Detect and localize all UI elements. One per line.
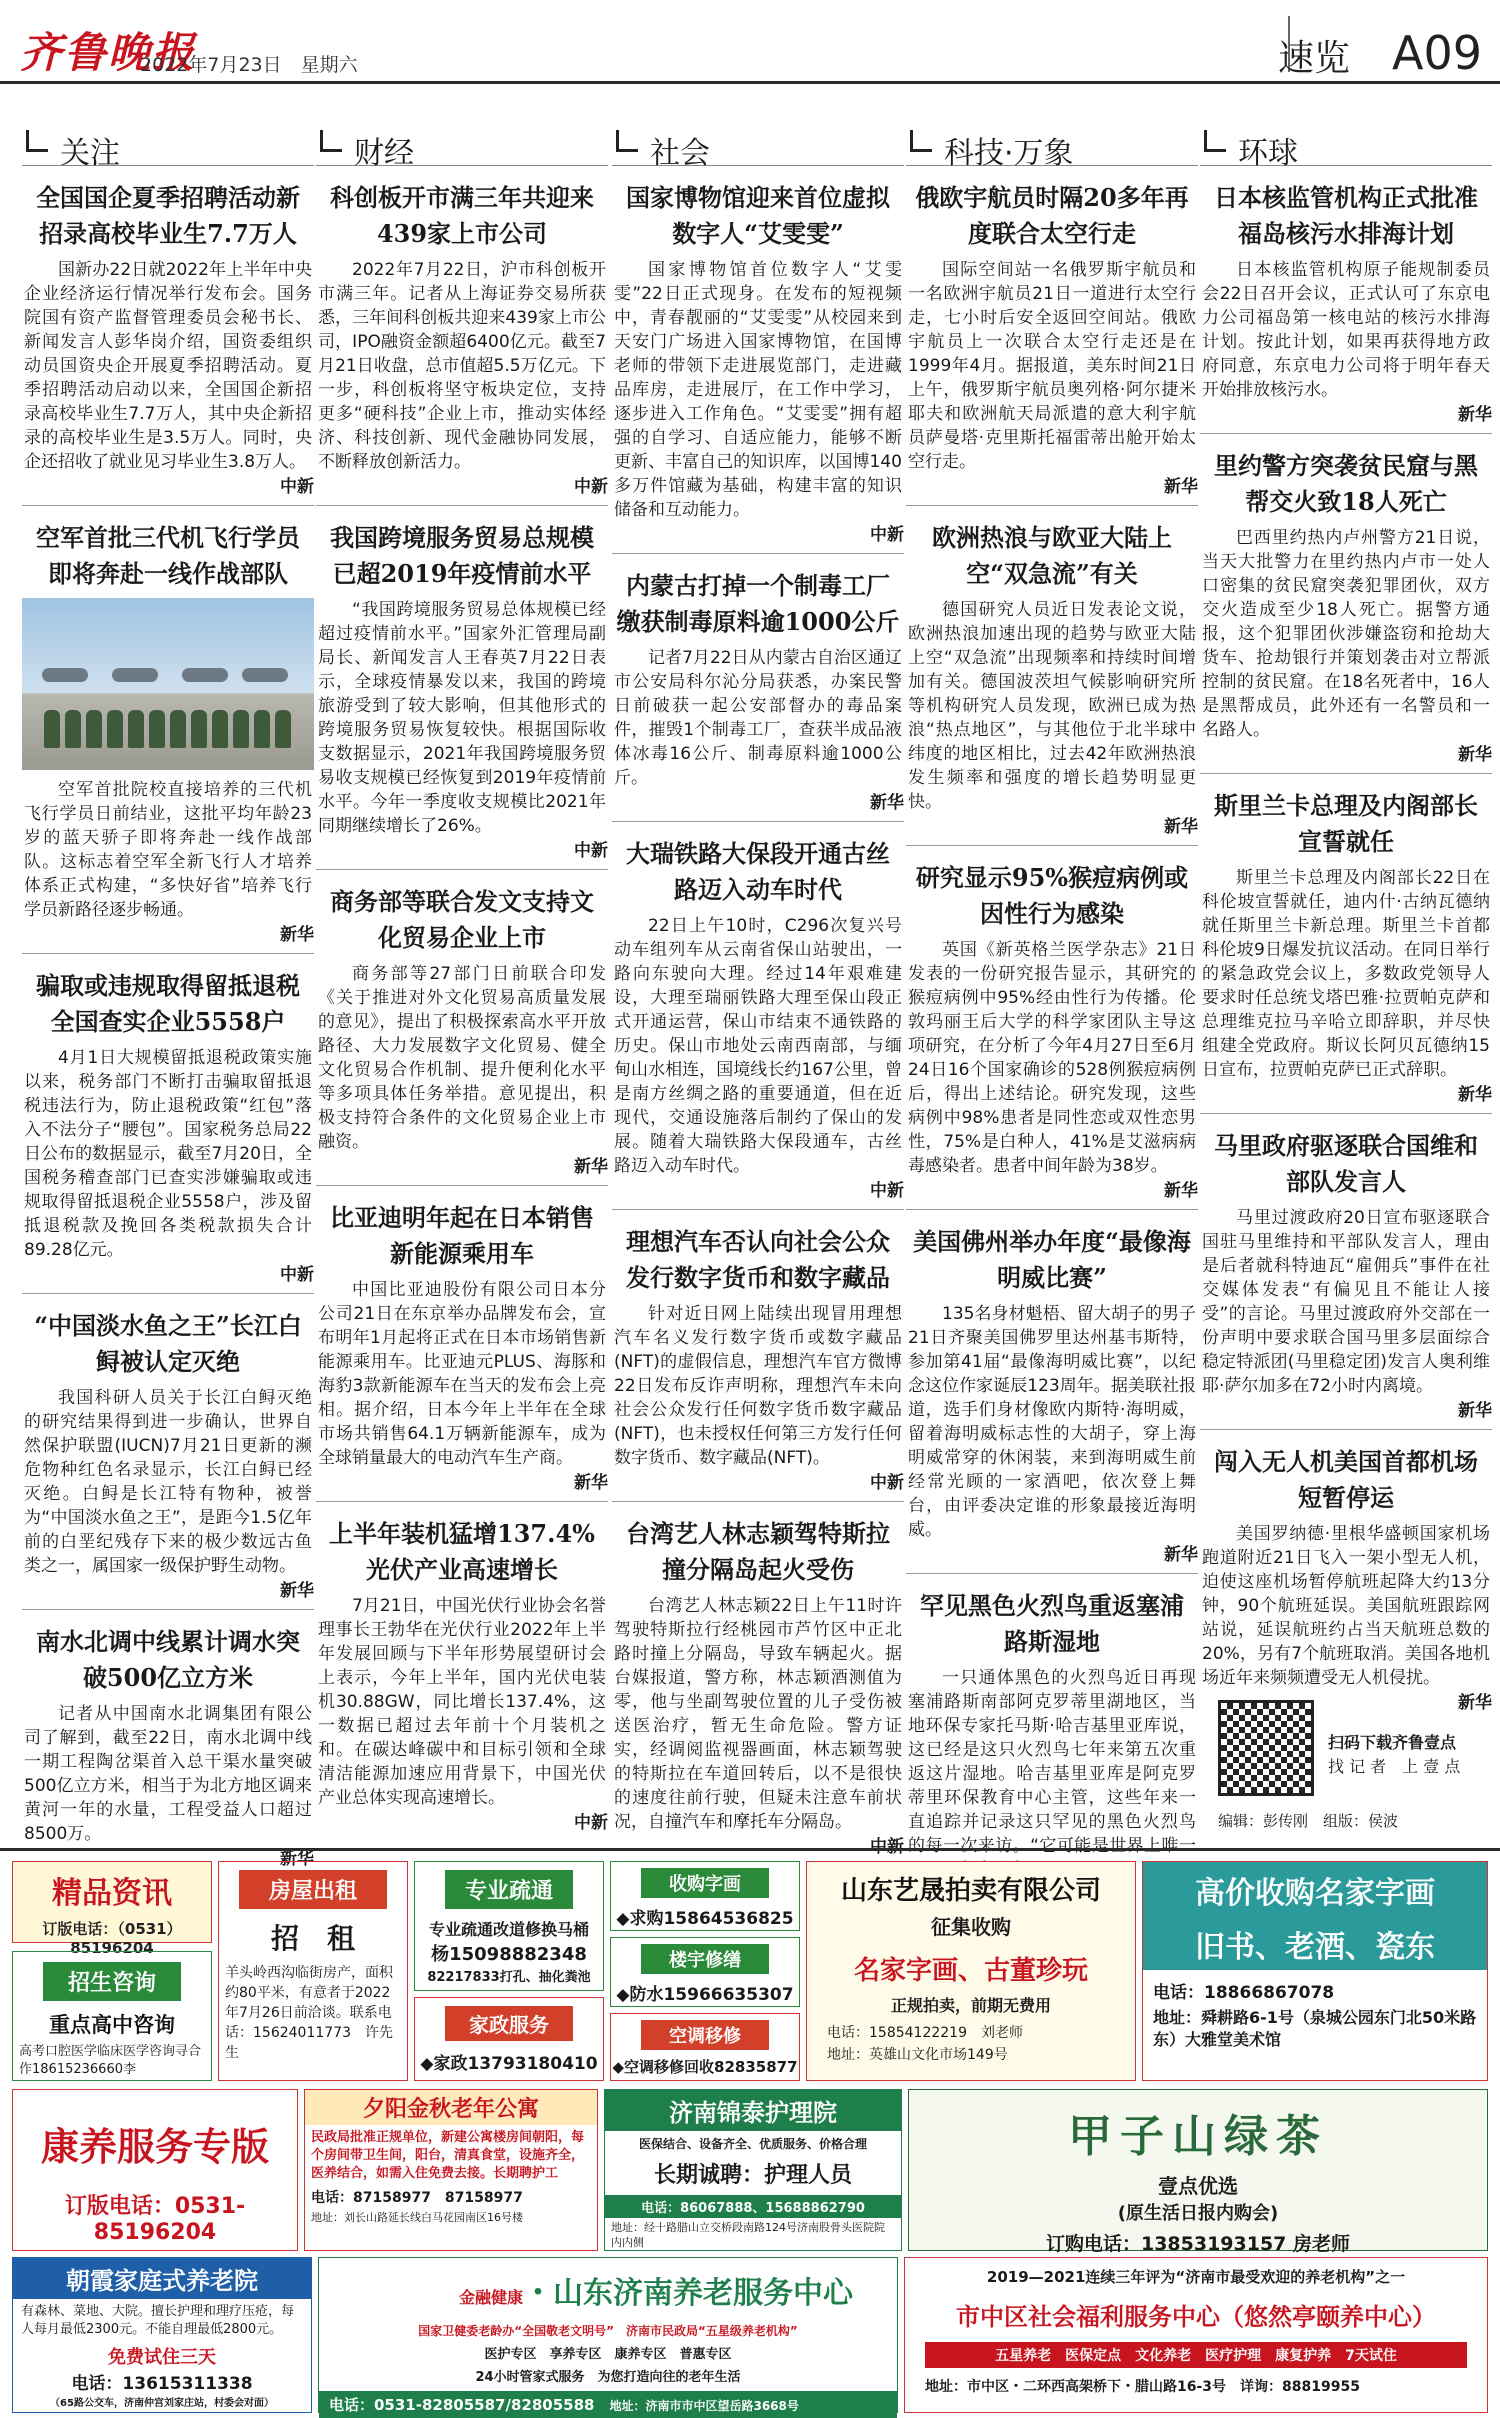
- masthead: [0, 0, 1500, 84]
- section-mark-icon: [26, 130, 48, 152]
- column-header: [612, 100, 904, 171]
- ad-jiazheng[interactable]: 家政服务 ◆家政13793180410: [414, 1997, 604, 2081]
- article-divider: [906, 1573, 1198, 1574]
- article[interactable]: [316, 884, 608, 1177]
- article[interactable]: [612, 568, 904, 813]
- article-body: 斯里兰卡总理及内阁部长22日在科伦坡宣誓就任，迪内什·古纳瓦德纳就任斯里兰卡新总理。斯里兰卡首都科伦坡9日爆发抗议活动。在同日举行的紧急政党会议上，多数政党领导人要求时任总统戈塔巴雅·拉贾帕克萨和总理维克拉马辛哈立即辞职，并尽快组建全党政府。斯议长阿贝瓦德纳15日宣布，拉贾帕克萨已正式辞职。: [1202, 868, 1490, 1080]
- ad-kongtiao[interactable]: 空调移修 ◆空调移修回收82835877: [610, 2013, 800, 2081]
- article-title: 全国国企夏季招聘活动新招录高校毕业生7.7万人: [36, 183, 300, 248]
- article-source: 新华: [1458, 1693, 1492, 1713]
- article-source: 中新: [870, 1181, 904, 1201]
- column-4: [906, 100, 1198, 1856]
- article-title: 马里政府驱逐联合国维和部队发言人: [1214, 1131, 1478, 1196]
- article-body: 针对近日网上陆续出现冒用理想汽车名义发行数字货币或数字藏品(NFT)的虚假信息，理想汽车官方微博22日发布反诈声明称，理想汽车未向社会公众发行任何数字货币数字藏品(NFT)，也未授权任何第三方发行任何数字货币、数字藏品(NFT)。: [614, 1304, 902, 1468]
- article-source: 中新: [574, 841, 608, 861]
- article-source: 中新: [574, 477, 608, 497]
- article-title: 欧洲热浪与欧亚大陆上空“双急流”有关: [932, 523, 1172, 588]
- article[interactable]: [316, 1200, 608, 1493]
- article-source: 新华: [1164, 477, 1198, 497]
- ad-jinan-center[interactable]: 金融健康・山东济南养老服务中心 国家卫健委老龄办“全国敬老文明号” 济南市民政局“五星级养老机构” 医护专区 享养专区 康养专区 普惠专区 24小时管家式服务 为您打造向往的老年生活 电话：0531-82805587/82805588 地址：济南市市中区望岳路3668号: [318, 2257, 898, 2413]
- page-number: A09: [1391, 26, 1482, 80]
- column-header: [1200, 100, 1492, 171]
- article-title: 罕见黑色火烈鸟重返塞浦路斯湿地: [920, 1591, 1184, 1656]
- article-title: 科创板开市满三年共迎来439家上市公司: [330, 183, 594, 248]
- article-source: 新华: [1458, 1401, 1492, 1421]
- article-source: 中新: [870, 1473, 904, 1493]
- article-body: 4月1日大规模留抵退税政策实施以来，税务部门不断打击骗取留抵退税违法行为，防止退税政策“红包”落入不法分子“腰包”。国家税务总局22日公布的数据显示，截至7月20日，全国税务稽查部门已查实涉嫌骗取或违规取得留抵退税企业5558户，涉及留抵退税款及挽回各类税款损失合计89.28亿元。: [24, 1048, 312, 1260]
- article[interactable]: [612, 1516, 904, 1857]
- article[interactable]: [1200, 788, 1492, 1105]
- article-source: 新华: [1164, 1545, 1198, 1565]
- article[interactable]: [906, 860, 1198, 1201]
- article-body: “我国跨境服务贸易总体规模已经超过疫情前水平。”国家外汇管理局副局长、新闻发言人王春英7月22日表示，全球疫情暴发以来，我国的跨境旅游受到了较大影响，但其他形式的跨境服务贸易恢复较快。根据国际收支数据显示，2021年我国跨境服务贸易收支规模已经恢复到2019年疫情前水平。今年一季度收支规模比2021年同期继续增长了26%。: [318, 600, 606, 836]
- article-divider: [316, 1185, 608, 1186]
- column-3: [612, 100, 904, 1857]
- article-divider: [22, 505, 314, 506]
- article-body: 中国比亚迪股份有限公司日本分公司21日在东京举办品牌发布会，宣布明年1月起将正式在日本市场销售新能源乘用车。比亚迪元PLUS、海豚和海豹3款新能源车在当天的发布会上亮相。据介绍，日本今年上半年在全球市场共销售64.1万辆新能源车，成为全球销量最大的电动汽车生产商。: [318, 1280, 606, 1468]
- column-1: [22, 100, 314, 1869]
- article-body: 商务部等27部门日前联合印发《关于推进对外文化贸易高质量发展的意见》，提出了积极探索高水平开放路径、大力发展数字文化贸易、健全文化贸易合作机制、提升便利化水平等多项具体任务举措。意见提出，积极支持符合条件的文化贸易企业上市融资。: [318, 964, 606, 1152]
- article-title: 空军首批三代机飞行学员即将奔赴一线作战部队: [36, 523, 300, 588]
- article-body: 美国罗纳德·里根华盛顿国家机场跑道附近21日飞入一架小型无人机，迫使这座机场暂停航班起降大约13分钟，90个航班延误。美国航班跟踪网站说，延误航班约占当天航班总数的20%，另有7个航班取消。美国各地机场近年来频频遭受无人机侵扰。: [1202, 1524, 1490, 1688]
- pilot-shape: [170, 710, 186, 748]
- column-2: [316, 100, 608, 1842]
- article-title: 研究显示95%猴痘病例或因性行为感染: [915, 863, 1189, 928]
- article-source: 中新: [280, 1265, 314, 1285]
- article-title: 我国跨境服务贸易总规模已超2019年疫情前水平: [330, 523, 594, 588]
- article-source: 新华: [574, 1473, 608, 1493]
- ad-kangyang[interactable]: 康养服务专版 订版电话：0531-85196204: [12, 2089, 298, 2251]
- article-title: 骗取或违规取得留抵退税全国查实企业5558户: [36, 971, 300, 1036]
- article[interactable]: [906, 1224, 1198, 1565]
- ad-zone: [0, 1848, 1500, 2414]
- article-source: 新华: [1458, 745, 1492, 765]
- article-title: 理想汽车否认向社会公众发行数字货币和数字藏品: [626, 1227, 890, 1292]
- article-body: 国家博物馆首位数字人“艾雯雯”22日正式现身。在发布的短视频中，青春靓丽的“艾雯雯”从校园来到天安门广场进入国家博物馆，在国博老师的带领下走进展览部门，走进藏品库房，走进展厅，在工作中学习，逐步进入工作角色。“艾雯雯”拥有超强的自学习、自适应能力，能够不断更新、丰富自己的知识库，以国博140多万件馆藏为基础，构建丰富的知识储备和互动能力。: [614, 260, 902, 520]
- column-5: [1200, 100, 1492, 1842]
- article-title: 闯入无人机美国首都机场短暂停运: [1214, 1447, 1478, 1512]
- article-body: 135名身材魁梧、留大胡子的男子21日齐聚美国佛罗里达州基韦斯特，参加第41届“最像海明威比赛”，以纪念这位作家诞辰123周年。据美联社报道，选手们身材像欧内斯特·海明威，留着海明威标志性的大胡子，穿上海明威常穿的休闲装，来到海明威生前经常光顾的一家酒吧，依次登上舞台，由评委决定谁的形象最接近海明威。: [908, 1304, 1196, 1540]
- article-body: 国际空间站一名俄罗斯宇航员和一名欧洲宇航员21日一道进行太空行走，七小时后安全返回空间站。俄欧宇航员上一次联合太空行走还是在1999年4月。据报道，美东时间21日上午，俄罗斯宇航员奥列格·阿尔捷米耶夫和欧洲航天局派遣的意大利宇航员萨曼塔·克里斯托福雷蒂出舱开始太空行走。: [908, 260, 1196, 472]
- article-body: 台湾艺人林志颖22日上午11时许驾驶特斯拉行经桃园市芦竹区中正北路时撞上分隔岛，导致车辆起火。据台媒报道，警方称，林志颖酒测值为零，他与坐副驾驶位置的儿子受伤被送医治疗，暂无生命危险。警方证实，经调阅监视器画面，林志颖驾驶的特斯拉在车道回转后，以不是很快的速度往前行驶，但疑未注意车前状况，自撞汽车和摩托车分隔岛。: [614, 1596, 902, 1832]
- ad-yisheng[interactable]: 山东艺晟拍卖有限公司 征集收购 名家字画、古董珍玩 正规拍卖，前期无费用 电话：15854122219 刘老师 地址：英雄山文化市场149号: [806, 1861, 1136, 2081]
- article-title: 斯里兰卡总理及内阁部长宣誓就任: [1214, 791, 1478, 856]
- article-title: “中国淡水鱼之王”长江白鲟被认定灭绝: [34, 1311, 302, 1376]
- article-title: 国家博物馆迎来首位虚拟数字人“艾雯雯”: [626, 183, 890, 248]
- article-title: 俄欧宇航员时隔20多年再度联合太空行走: [915, 183, 1189, 248]
- article-source: 中新: [280, 477, 314, 497]
- article-divider: [22, 1609, 314, 1610]
- article[interactable]: [612, 836, 904, 1201]
- pilot-shape: [86, 710, 102, 748]
- article-body: 记者从中国南水北调集团有限公司了解到，截至22日，南水北调中线一期工程陶岔渠首入总干渠水量突破500亿立方米，相当于为北方地区调来黄河一年的水量，工程受益人口超过8500万。: [24, 1704, 312, 1844]
- article-source: 中新: [870, 525, 904, 545]
- article-source: 中新: [574, 1813, 608, 1833]
- pilot-shape: [107, 710, 123, 748]
- article-title: 比亚迪明年起在日本销售新能源乘用车: [330, 1203, 594, 1268]
- article-title: 美国佛州举办年度“最像海明威比赛”: [913, 1227, 1191, 1292]
- article-body: 记者7月22日从内蒙古自治区通辽市公安局科尔沁分局获悉，办案民警日前破获一起公安部督办的毒品案件，摧毁1个制毒工厂，查获半成品液体冰毒16公斤、制毒原料逾1000公斤。: [614, 648, 902, 788]
- article[interactable]: [612, 1224, 904, 1493]
- newspaper-logo: 齐鲁晚报: [20, 28, 197, 77]
- column-header: [906, 100, 1198, 171]
- article-divider: [1200, 1429, 1492, 1430]
- section-label: 财经: [354, 136, 414, 171]
- article-title: 内蒙古打掉一个制毒工厂缴获制毒原料逾1000公斤: [616, 571, 900, 636]
- article[interactable]: [906, 520, 1198, 837]
- article-source: 新华: [1458, 405, 1492, 425]
- editor-line: 编辑：彭传刚 组版：侯波: [1218, 1812, 1399, 1830]
- article-source: 新华: [1164, 1181, 1198, 1201]
- ad-jintai[interactable]: 济南锦泰护理院 医保结合、设备齐全、优质服务、价格合理 长期诚聘：护理人员 电话：86067888、15688862790 地址：经十路腊山立交桥段南路124号济南股骨头医院院内内侧: [604, 2089, 902, 2251]
- ad-shutong[interactable]: 专业疏通 专业疏通改道修换马桶 杨15098882348 82217833打孔、抽化粪池: [414, 1861, 604, 1991]
- section-mark-icon: [1204, 130, 1226, 152]
- article[interactable]: [22, 520, 314, 945]
- column-header: [22, 100, 314, 171]
- article-source: 新华: [280, 1581, 314, 1601]
- article-divider: [612, 821, 904, 822]
- article-title: 南水北调中线累计调水突破500亿立方米: [36, 1627, 300, 1692]
- article-body: 空军首批院校直接培养的三代机飞行学员日前结业，这批平均年龄23岁的蓝天骄子即将奔赴一线作战部队。这标志着空军全新飞行人才培养体系正式构建，“多快好省”培养飞行学员新路径逐步畅通。: [24, 780, 312, 920]
- article-divider: [906, 505, 1198, 506]
- article-source: 新华: [574, 1157, 608, 1177]
- qr-block: [1212, 1700, 1494, 1840]
- section-label: 关注: [60, 136, 120, 171]
- section-label: 社会: [650, 136, 710, 171]
- article-title: 日本核监管机构正式批准福岛核污水排海计划: [1214, 183, 1478, 248]
- article[interactable]: [612, 180, 904, 545]
- article-divider: [316, 869, 608, 870]
- article[interactable]: [1200, 180, 1492, 425]
- section-mark-icon: [616, 130, 638, 152]
- pilot-shape: [233, 710, 249, 748]
- pilot-shape: [254, 710, 270, 748]
- ad-gaojia[interactable]: 高价收购名家字画 旧书、老酒、瓷东 电话：18866867078 地址：舜耕路6-1号（泉城公园东门北50米路东）大雅堂美术馆: [1142, 1861, 1488, 2081]
- jet-shape: [112, 668, 158, 682]
- article-source: 新华: [1458, 1085, 1492, 1105]
- jet-shape: [42, 668, 88, 682]
- article[interactable]: [316, 180, 608, 497]
- article-divider: [906, 1209, 1198, 1210]
- pilot-shape: [65, 710, 81, 748]
- issue-date: 2022年7月23日 星期六: [140, 54, 358, 76]
- article-body: 一只通体黑色的火烈鸟近日再现塞浦路斯南部阿克罗蒂里湖地区，当地环保专家托马斯·哈吉基里亚库说，这已经是这只火烈鸟七年来第五次重返这片湿地。哈吉基里亚库是阿克罗蒂里环保教育中心主管，这些年来一直追踪并记录这只罕见的黑色火烈鸟的每一次来访。“它可能是世界上唯一: [908, 1668, 1196, 1856]
- section-mark-icon: [910, 130, 932, 152]
- article[interactable]: [22, 968, 314, 1285]
- article-title: 商务部等联合发文支持文化贸易企业上市: [330, 887, 594, 952]
- article-source: 新华: [870, 793, 904, 813]
- article-divider: [612, 1501, 904, 1502]
- article-body: 7月21日，中国光伏行业协会名誉理事长王勃华在光伏行业2022年上半年发展回顾与下半年形势展望研讨会上表示，今年上半年，国内光伏电装机30.88GW，同比增长137.4%，这一数据已超过去年前十个月装机之和。在碳达峰碳中和目标引领和全球清洁能源加速应用背景下，中国光伏产业总体实现高速增长。: [318, 1596, 606, 1808]
- section-label: 科技·万象: [944, 136, 1074, 171]
- article-body: 英国《新英格兰医学杂志》21日发表的一份研究报告显示，其研究的猴痘病例中95%经由性行为传播。伦敦玛丽王后大学的科学家团队主导这项研究，在分析了今年4月27日至6月24日16个国家确诊的528例猴痘病例后，得出上述结论。研究发现，这些病例中98%患者是同性恋或双性恋男性，75%是白种人，41%是艾滋病病毒感染者。患者中间年龄为38岁。: [908, 940, 1196, 1176]
- article-divider: [1200, 1113, 1492, 1114]
- article-divider: [316, 1501, 608, 1502]
- column-header: [316, 100, 608, 171]
- pilot-shape: [128, 710, 144, 748]
- article-body: 我国科研人员关于长江白鲟灭绝的研究结果得到进一步确认，世界自然保护联盟(IUCN)7月21日更新的濒危物种红色名录显示，长江白鲟已经灭绝。白鲟是长江特有物种，被誉为“中国淡水鱼之王”，是距今1.5亿年前的白垩纪残存下来的极少数远古鱼类之一，属国家一级保护野生动物。: [24, 1388, 312, 1576]
- article-source: 新华: [280, 925, 314, 945]
- article-divider: [1200, 773, 1492, 774]
- qr-code[interactable]: [1218, 1700, 1314, 1796]
- ad-zhaoxia[interactable]: 朝霞家庭式养老院 有森林、菜地、大院。擅长护理和理疗压疮，每人每月最低2300元。不能自理最低2800元。 免费试住三天 电话：13615311338 （65路公交车，济南仲宫刘家庄站，村委会对面）: [12, 2257, 312, 2413]
- ad-xiyang[interactable]: 夕阳金秋老年公寓 民政局批准正规单位，新建公寓楼房间朝阳，每个房间带卫生间，阳台，清真食堂，设施齐全，医养结合，如需入住免费去接。长期聘护工 电话：87158977 87158977 地址：刘长山路延长线白马花园南区16号楼: [304, 2089, 598, 2251]
- ad-loufang[interactable]: 楼宇修缮 ◆防水15966635307: [610, 1937, 800, 2007]
- article-body: 国新办22日就2022年上半年中央企业经济运行情况举行发布会。国务院国有资产监督管理委员会秘书长、新闻发言人彭华岗介绍，国资委组织动员国资央企开展夏季招聘活动。夏季招聘活动启动以来，全国国企新招录高校毕业生7.7万人，其中央企新招录的高校毕业生是3.5万人。同时，央企还招收了就业见习毕业生3.8万人。: [24, 260, 312, 472]
- ad-jingpin[interactable]: 精品资讯 订版电话：（0531）85196204: [12, 1861, 212, 1943]
- article-divider: [612, 553, 904, 554]
- qr-line1: 扫码下载齐鲁壹点: [1328, 1733, 1457, 1752]
- article-title: 大瑞铁路大保段开通古丝路迈入动车时代: [626, 839, 890, 904]
- article[interactable]: [22, 1624, 314, 1869]
- section-mark-icon: [320, 130, 342, 152]
- article-source: 新华: [280, 1849, 314, 1869]
- article[interactable]: [22, 1308, 314, 1601]
- pilot-shape: [149, 710, 165, 748]
- article-divider: [612, 1209, 904, 1210]
- article-source: 中新: [870, 1837, 904, 1857]
- ad-fangwu[interactable]: 房屋出租 招 租 羊头岭西沟临街房产，面积约80平米，有意者于2022年7月26日前洽谈。联系电话：15624011773 许先生: [218, 1861, 408, 2081]
- article[interactable]: [1200, 448, 1492, 765]
- article-body: 巴西里约热内卢州警方21日说，当天大批警力在里约热内卢市一处人口密集的贫民窟突袭犯罪团伙，双方交火造成至少18人死亡。据警方通报，这个犯罪团伙涉嫌盗窃和抢劫大货车、抢劫银行并策划袭击对立帮派控制的贫民窟。在18名死者中，16人是黑帮成员，此外还有一名警员和一名路人。: [1202, 528, 1490, 740]
- article-title: 里约警方突袭贫民窟与黑帮交火致18人死亡: [1214, 451, 1478, 516]
- article-divider: [22, 1293, 314, 1294]
- ad-zhaosheng[interactable]: 招生咨询 重点高中咨询 高考口腔医学临床医学咨询寻合作18615236660李: [12, 1951, 212, 2081]
- article-body: 德国研究人员近日发表论文说，欧洲热浪加速出现的趋势与欧亚大陆上空“双急流”出现频率和持续时间增加有关。德国波茨坦气候影响研究所等机构研究人员发现，欧洲已成为热浪“热点地区”，与其他位于北半球中纬度的地区相比，过去42年欧洲热浪发生频率和强度的增长趋势明显更快。: [908, 600, 1196, 812]
- article-body: 22日上午10时，C296次复兴号动车组列车从云南省保山站驶出，一路向东驶向大理。经过14年艰难建设，大理至瑞丽铁路大理至保山段正式开通运营，保山市结束不通铁路的历史。保山市地处云南西南部，与缅甸山水相连，国境线长约167公里，曾是南方丝绸之路的重要通道，但在近现代，交通设施落后制约了保山的发展。随着大瑞铁路大保段通车，古丝路迈入动车时代。: [614, 916, 902, 1176]
- article-divider: [1200, 433, 1492, 434]
- article-title: 台湾艺人林志颖驾特斯拉撞分隔岛起火受伤: [626, 1519, 890, 1584]
- ad-shizhong[interactable]: 2019—2021连续三年评为“济南市最受欢迎的养老机构”之一 市中区社会福利服务中心（悠然亭颐养中心） 五星养老 医保定点 文化养老 医疗护理 康复护养 7天试住 地址：市中区・二环西高架桥下・腊山路16-3号 详询：88819955: [904, 2257, 1488, 2413]
- jet-shape: [182, 668, 228, 682]
- article-source: 新华: [1164, 817, 1198, 837]
- jet-shape: [242, 668, 288, 682]
- article[interactable]: [1200, 1128, 1492, 1421]
- pilot-shape: [275, 710, 291, 748]
- ad-shougou[interactable]: 收购字画 ◆求购15864536825: [610, 1861, 800, 1931]
- pilot-shape: [212, 710, 228, 748]
- pilot-shape: [191, 710, 207, 748]
- article-divider: [906, 845, 1198, 846]
- article[interactable]: [316, 520, 608, 861]
- pilot-shape: [44, 710, 60, 748]
- section-label: 环球: [1238, 136, 1298, 171]
- ad-jiazi[interactable]: 甲子山绿茶 壹点优选 (原生活日报内购会) 订购电话：13853193157 房老师: [908, 2089, 1488, 2251]
- qr-line2: 找 记 者 上 壹 点: [1328, 1757, 1461, 1776]
- article-body: 2022年7月22日，沪市科创板开市满三年。记者从上海证券交易所获悉，三年间科创板共迎来439家上市公司，IPO融资金额超6400亿元。截至7月21日收盘，总市值超5.5万亿元。下一步，科创板将坚守板块定位，支持更多“硬科技”企业上市，推动实体经济、科技创新、现代金融协同发展，不断释放创新活力。: [318, 260, 606, 472]
- article[interactable]: [316, 1516, 608, 1833]
- article-body: 日本核监管机构原子能规制委员会22日召开会议，正式认可了东京电力公司福岛第一核电站的核污水排海计划。按此计划，如果再获得地方政府同意，东京电力公司将于明年春天开始排放核污水。: [1202, 260, 1490, 400]
- section-title: 速览: [1277, 38, 1350, 79]
- article[interactable]: [22, 180, 314, 497]
- article-photo: [22, 598, 314, 770]
- article-body: 马里过渡政府20日宣布驱逐联合国驻马里维持和平部队发言人，理由是后者就科特迪瓦“雇佣兵”事件在社交媒体发表“有偏见且不能让人接受”的言论。马里过渡政府外交部在一份声明中要求联合国马里多层面综合稳定特派团(马里稳定团)发言人奥利维耶·萨尔加多在72小时内离境。: [1202, 1208, 1490, 1396]
- article[interactable]: [906, 180, 1198, 497]
- article-title: 上半年装机猛增137.4%光伏产业高速增长: [329, 1519, 595, 1584]
- article[interactable]: [1200, 1444, 1492, 1713]
- article-divider: [22, 953, 314, 954]
- article-divider: [316, 505, 608, 506]
